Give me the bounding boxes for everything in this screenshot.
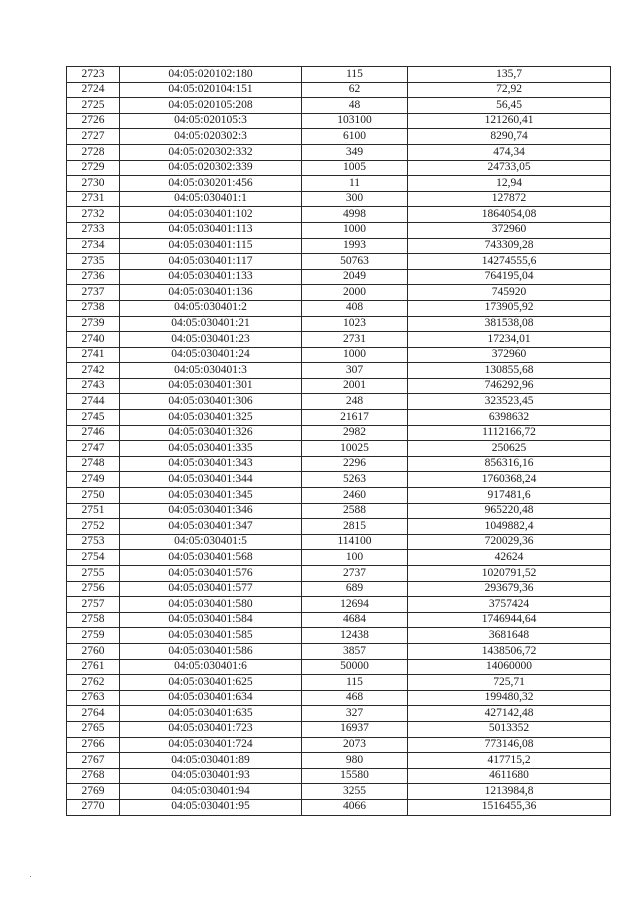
row-number-cell: 2733 xyxy=(67,222,120,238)
row-number-cell: 2752 xyxy=(67,519,120,535)
table-row xyxy=(67,612,611,628)
value-cell: 746292,96 xyxy=(408,378,611,394)
value-cell: 917481,6 xyxy=(408,488,611,504)
row-number-cell: 2729 xyxy=(67,160,120,176)
value-cell: 1438506,72 xyxy=(408,643,611,659)
cadastral-number-cell: 04:05:030401:133 xyxy=(120,269,302,285)
area-cell: 12438 xyxy=(302,628,408,644)
table-row xyxy=(67,363,611,379)
row-number-cell: 2730 xyxy=(67,176,120,192)
area-cell: 6100 xyxy=(302,129,408,145)
table-row xyxy=(67,737,611,753)
row-number-cell: 2769 xyxy=(67,784,120,800)
table-row xyxy=(67,425,611,441)
table-row xyxy=(67,113,611,129)
row-number-cell: 2750 xyxy=(67,488,120,504)
area-cell: 307 xyxy=(302,363,408,379)
area-cell: 1000 xyxy=(302,222,408,238)
table-row xyxy=(67,98,611,114)
row-number-cell: 2731 xyxy=(67,191,120,207)
row-number-cell: 2760 xyxy=(67,643,120,659)
row-number-cell: 2727 xyxy=(67,129,120,145)
row-number-cell: 2745 xyxy=(67,410,120,426)
cadastral-number-cell: 04:05:020302:339 xyxy=(120,160,302,176)
table-row xyxy=(67,160,611,176)
cadastral-number-cell: 04:05:030401:136 xyxy=(120,285,302,301)
table-row xyxy=(67,456,611,472)
value-cell: 42624 xyxy=(408,550,611,566)
cadastral-number-cell: 04:05:030401:584 xyxy=(120,612,302,628)
area-cell: 62 xyxy=(302,82,408,98)
value-cell: 1516455,36 xyxy=(408,799,611,815)
area-cell: 11 xyxy=(302,176,408,192)
row-number-cell: 2761 xyxy=(67,659,120,675)
area-cell: 2460 xyxy=(302,488,408,504)
value-cell: 773146,08 xyxy=(408,737,611,753)
cadastral-number-cell: 04:05:020105:3 xyxy=(120,113,302,129)
cadastral-number-cell: 04:05:030401:344 xyxy=(120,472,302,488)
cadastral-number-cell: 04:05:030401:326 xyxy=(120,425,302,441)
table-row xyxy=(67,534,611,550)
table-row xyxy=(67,706,611,722)
table-row xyxy=(67,410,611,426)
area-cell: 48 xyxy=(302,98,408,114)
area-cell: 980 xyxy=(302,753,408,769)
value-cell: 12,94 xyxy=(408,176,611,192)
row-number-cell: 2723 xyxy=(67,67,120,83)
row-number-cell: 2737 xyxy=(67,285,120,301)
row-number-cell: 2763 xyxy=(67,690,120,706)
area-cell: 3857 xyxy=(302,643,408,659)
area-cell: 2815 xyxy=(302,519,408,535)
parcel-table xyxy=(66,66,611,816)
table-row xyxy=(67,191,611,207)
area-cell: 115 xyxy=(302,675,408,691)
cadastral-number-cell: 04:05:030401:634 xyxy=(120,690,302,706)
cadastral-number-cell: 04:05:030401:577 xyxy=(120,581,302,597)
cadastral-number-cell: 04:05:030401:586 xyxy=(120,643,302,659)
cadastral-number-cell: 04:05:030401:568 xyxy=(120,550,302,566)
value-cell: 4611680 xyxy=(408,768,611,784)
table-row xyxy=(67,597,611,613)
table-row xyxy=(67,254,611,270)
cadastral-number-cell: 04:05:030401:2 xyxy=(120,300,302,316)
table-row xyxy=(67,550,611,566)
scan-speck xyxy=(30,876,31,877)
table-row xyxy=(67,566,611,582)
row-number-cell: 2755 xyxy=(67,566,120,582)
row-number-cell: 2767 xyxy=(67,753,120,769)
row-number-cell: 2735 xyxy=(67,254,120,270)
cadastral-number-cell: 04:05:030401:23 xyxy=(120,332,302,348)
value-cell: 5013352 xyxy=(408,721,611,737)
table-row xyxy=(67,643,611,659)
cadastral-number-cell: 04:05:030401:93 xyxy=(120,768,302,784)
table-row xyxy=(67,176,611,192)
value-cell: 1112166,72 xyxy=(408,425,611,441)
area-cell: 50000 xyxy=(302,659,408,675)
table-row xyxy=(67,285,611,301)
area-cell: 327 xyxy=(302,706,408,722)
table-row xyxy=(67,238,611,254)
row-number-cell: 2744 xyxy=(67,394,120,410)
value-cell: 17234,01 xyxy=(408,332,611,348)
table-row xyxy=(67,675,611,691)
row-number-cell: 2738 xyxy=(67,300,120,316)
area-cell: 1023 xyxy=(302,316,408,332)
value-cell: 130855,68 xyxy=(408,363,611,379)
table-row xyxy=(67,316,611,332)
area-cell: 2073 xyxy=(302,737,408,753)
table-row xyxy=(67,753,611,769)
cadastral-number-cell: 04:05:020302:3 xyxy=(120,129,302,145)
value-cell: 3681648 xyxy=(408,628,611,644)
value-cell: 6398632 xyxy=(408,410,611,426)
cadastral-number-cell: 04:05:030401:94 xyxy=(120,784,302,800)
row-number-cell: 2765 xyxy=(67,721,120,737)
table-row xyxy=(67,721,611,737)
value-cell: 56,45 xyxy=(408,98,611,114)
area-cell: 3255 xyxy=(302,784,408,800)
row-number-cell: 2764 xyxy=(67,706,120,722)
value-cell: 856316,16 xyxy=(408,456,611,472)
table-row xyxy=(67,269,611,285)
table-row xyxy=(67,784,611,800)
cadastral-number-cell: 04:05:030401:335 xyxy=(120,441,302,457)
row-number-cell: 2726 xyxy=(67,113,120,129)
cadastral-number-cell: 04:05:030401:580 xyxy=(120,597,302,613)
value-cell: 381538,08 xyxy=(408,316,611,332)
table-row xyxy=(67,300,611,316)
value-cell: 417715,2 xyxy=(408,753,611,769)
cadastral-number-cell: 04:05:030401:3 xyxy=(120,363,302,379)
value-cell: 135,7 xyxy=(408,67,611,83)
value-cell: 323523,45 xyxy=(408,394,611,410)
value-cell: 745920 xyxy=(408,285,611,301)
value-cell: 127872 xyxy=(408,191,611,207)
table-row xyxy=(67,768,611,784)
cadastral-number-cell: 04:05:030401:24 xyxy=(120,347,302,363)
row-number-cell: 2770 xyxy=(67,799,120,815)
value-cell: 1020791,52 xyxy=(408,566,611,582)
cadastral-number-cell: 04:05:030401:325 xyxy=(120,410,302,426)
table-row xyxy=(67,503,611,519)
table-row xyxy=(67,347,611,363)
area-cell: 248 xyxy=(302,394,408,410)
row-number-cell: 2742 xyxy=(67,363,120,379)
row-number-cell: 2736 xyxy=(67,269,120,285)
table-row xyxy=(67,378,611,394)
value-cell: 1213984,8 xyxy=(408,784,611,800)
value-cell: 1049882,4 xyxy=(408,519,611,535)
row-number-cell: 2741 xyxy=(67,347,120,363)
row-number-cell: 2748 xyxy=(67,456,120,472)
cadastral-number-cell: 04:05:020104:151 xyxy=(120,82,302,98)
area-cell: 408 xyxy=(302,300,408,316)
cadastral-number-cell: 04:05:030201:456 xyxy=(120,176,302,192)
cadastral-number-cell: 04:05:030401:346 xyxy=(120,503,302,519)
area-cell: 2049 xyxy=(302,269,408,285)
row-number-cell: 2743 xyxy=(67,378,120,394)
table-row xyxy=(67,441,611,457)
value-cell: 474,34 xyxy=(408,144,611,160)
value-cell: 24733,05 xyxy=(408,160,611,176)
row-number-cell: 2756 xyxy=(67,581,120,597)
row-number-cell: 2724 xyxy=(67,82,120,98)
value-cell: 3757424 xyxy=(408,597,611,613)
area-cell: 10025 xyxy=(302,441,408,457)
area-cell: 50763 xyxy=(302,254,408,270)
cadastral-number-cell: 04:05:030401:576 xyxy=(120,566,302,582)
table-row xyxy=(67,628,611,644)
cadastral-number-cell: 04:05:030401:5 xyxy=(120,534,302,550)
row-number-cell: 2734 xyxy=(67,238,120,254)
cadastral-number-cell: 04:05:030401:115 xyxy=(120,238,302,254)
cadastral-number-cell: 04:05:020302:332 xyxy=(120,144,302,160)
area-cell: 2001 xyxy=(302,378,408,394)
value-cell: 121260,41 xyxy=(408,113,611,129)
cadastral-number-cell: 04:05:030401:343 xyxy=(120,456,302,472)
value-cell: 1864054,08 xyxy=(408,207,611,223)
table-row xyxy=(67,519,611,535)
area-cell: 4684 xyxy=(302,612,408,628)
area-cell: 15580 xyxy=(302,768,408,784)
value-cell: 293679,36 xyxy=(408,581,611,597)
cadastral-number-cell: 04:05:030401:347 xyxy=(120,519,302,535)
row-number-cell: 2766 xyxy=(67,737,120,753)
table-row xyxy=(67,67,611,83)
area-cell: 4066 xyxy=(302,799,408,815)
value-cell: 427142,48 xyxy=(408,706,611,722)
cadastral-number-cell: 04:05:030401:585 xyxy=(120,628,302,644)
value-cell: 14274555,6 xyxy=(408,254,611,270)
table-row xyxy=(67,129,611,145)
row-number-cell: 2728 xyxy=(67,144,120,160)
area-cell: 2982 xyxy=(302,425,408,441)
value-cell: 764195,04 xyxy=(408,269,611,285)
area-cell: 21617 xyxy=(302,410,408,426)
table-row xyxy=(67,488,611,504)
table-row xyxy=(67,472,611,488)
cadastral-number-cell: 04:05:030401:113 xyxy=(120,222,302,238)
area-cell: 300 xyxy=(302,191,408,207)
area-cell: 103100 xyxy=(302,113,408,129)
value-cell: 1760368,24 xyxy=(408,472,611,488)
cadastral-number-cell: 04:05:030401:723 xyxy=(120,721,302,737)
cadastral-number-cell: 04:05:030401:117 xyxy=(120,254,302,270)
area-cell: 349 xyxy=(302,144,408,160)
table-row xyxy=(67,82,611,98)
row-number-cell: 2768 xyxy=(67,768,120,784)
cadastral-number-cell: 04:05:030401:625 xyxy=(120,675,302,691)
cadastral-number-cell: 04:05:030401:21 xyxy=(120,316,302,332)
area-cell: 2731 xyxy=(302,332,408,348)
value-cell: 173905,92 xyxy=(408,300,611,316)
cadastral-number-cell: 04:05:030401:1 xyxy=(120,191,302,207)
value-cell: 8290,74 xyxy=(408,129,611,145)
row-number-cell: 2732 xyxy=(67,207,120,223)
area-cell: 100 xyxy=(302,550,408,566)
area-cell: 2737 xyxy=(302,566,408,582)
row-number-cell: 2757 xyxy=(67,597,120,613)
area-cell: 5263 xyxy=(302,472,408,488)
table-row xyxy=(67,394,611,410)
cadastral-number-cell: 04:05:030401:102 xyxy=(120,207,302,223)
table-row xyxy=(67,659,611,675)
cadastral-number-cell: 04:05:030401:724 xyxy=(120,737,302,753)
area-cell: 1993 xyxy=(302,238,408,254)
cadastral-number-cell: 04:05:030401:306 xyxy=(120,394,302,410)
cadastral-number-cell: 04:05:020102:180 xyxy=(120,67,302,83)
cadastral-number-cell: 04:05:030401:301 xyxy=(120,378,302,394)
table-row xyxy=(67,332,611,348)
area-cell: 689 xyxy=(302,581,408,597)
area-cell: 16937 xyxy=(302,721,408,737)
row-number-cell: 2740 xyxy=(67,332,120,348)
cadastral-number-cell: 04:05:030401:89 xyxy=(120,753,302,769)
area-cell: 12694 xyxy=(302,597,408,613)
value-cell: 1746944,64 xyxy=(408,612,611,628)
value-cell: 372960 xyxy=(408,222,611,238)
row-number-cell: 2746 xyxy=(67,425,120,441)
value-cell: 14060000 xyxy=(408,659,611,675)
row-number-cell: 2749 xyxy=(67,472,120,488)
cadastral-number-cell: 04:05:030401:95 xyxy=(120,799,302,815)
parcel-table-body xyxy=(67,67,611,816)
table-row xyxy=(67,207,611,223)
cadastral-number-cell: 04:05:030401:635 xyxy=(120,706,302,722)
row-number-cell: 2762 xyxy=(67,675,120,691)
area-cell: 2296 xyxy=(302,456,408,472)
area-cell: 114100 xyxy=(302,534,408,550)
row-number-cell: 2759 xyxy=(67,628,120,644)
value-cell: 743309,28 xyxy=(408,238,611,254)
row-number-cell: 2754 xyxy=(67,550,120,566)
area-cell: 2000 xyxy=(302,285,408,301)
area-cell: 115 xyxy=(302,67,408,83)
value-cell: 372960 xyxy=(408,347,611,363)
row-number-cell: 2753 xyxy=(67,534,120,550)
table-row xyxy=(67,581,611,597)
cadastral-number-cell: 04:05:030401:345 xyxy=(120,488,302,504)
row-number-cell: 2747 xyxy=(67,441,120,457)
table-row xyxy=(67,799,611,815)
area-cell: 2588 xyxy=(302,503,408,519)
table-row xyxy=(67,144,611,160)
row-number-cell: 2751 xyxy=(67,503,120,519)
value-cell: 199480,32 xyxy=(408,690,611,706)
area-cell: 1005 xyxy=(302,160,408,176)
table-row xyxy=(67,690,611,706)
area-cell: 1000 xyxy=(302,347,408,363)
value-cell: 965220,48 xyxy=(408,503,611,519)
cadastral-number-cell: 04:05:030401:6 xyxy=(120,659,302,675)
area-cell: 468 xyxy=(302,690,408,706)
value-cell: 72,92 xyxy=(408,82,611,98)
row-number-cell: 2758 xyxy=(67,612,120,628)
value-cell: 250625 xyxy=(408,441,611,457)
value-cell: 725,71 xyxy=(408,675,611,691)
value-cell: 720029,36 xyxy=(408,534,611,550)
row-number-cell: 2725 xyxy=(67,98,120,114)
table-row xyxy=(67,222,611,238)
area-cell: 4998 xyxy=(302,207,408,223)
row-number-cell: 2739 xyxy=(67,316,120,332)
cadastral-number-cell: 04:05:020105:208 xyxy=(120,98,302,114)
